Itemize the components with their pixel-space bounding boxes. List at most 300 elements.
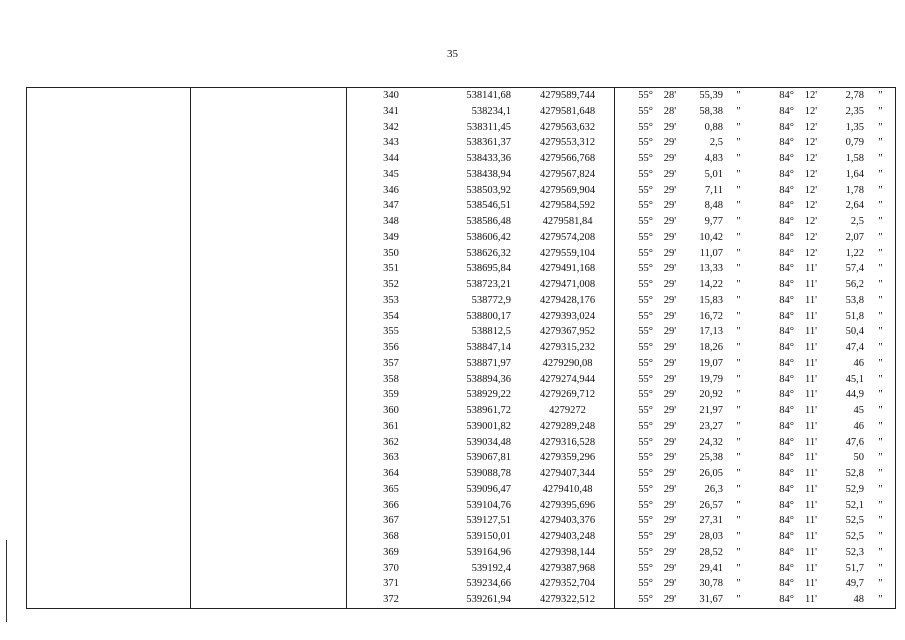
cell-lat-d: 55° bbox=[638, 263, 653, 275]
cell-lat-s: 19,79 bbox=[699, 373, 723, 385]
cell-lat-m: 29' bbox=[663, 263, 677, 275]
cell-lon-m: 11' bbox=[804, 389, 817, 401]
cell-num: 355 bbox=[347, 324, 436, 340]
cell-lat-m: 28' bbox=[657, 88, 683, 104]
cell-x: 538723,21 bbox=[466, 279, 511, 290]
cell-lat-d: 55° bbox=[638, 137, 653, 149]
cell-lon-q: " bbox=[866, 88, 896, 104]
cell-lon-m: 12' bbox=[804, 168, 818, 180]
cell-lon-d: 84° bbox=[779, 357, 794, 369]
cell-lat-s: 24,32 bbox=[699, 436, 723, 448]
cell-lon-s: 45 bbox=[853, 405, 864, 416]
cell-lat-s: 18,26 bbox=[699, 342, 723, 353]
cell-num: 343 bbox=[347, 135, 436, 151]
cell-lat-m: 29' bbox=[663, 184, 677, 196]
cell-num: 367 bbox=[347, 513, 436, 529]
cell-num: 360 bbox=[347, 403, 436, 419]
cell-num: 372 bbox=[347, 592, 436, 608]
cell-lon-m: 11' bbox=[804, 263, 817, 275]
cell-lat-s: 19,07 bbox=[699, 357, 723, 369]
cell-lat-s: 55,39 bbox=[683, 88, 725, 104]
cell-lat-s: 9,77 bbox=[704, 216, 723, 227]
cell-lon-q: " bbox=[866, 387, 896, 403]
cell-lon-q: " bbox=[866, 576, 896, 592]
cell-num: 365 bbox=[347, 482, 436, 498]
cell-lat-m: 29' bbox=[657, 592, 683, 608]
cell-num: 363 bbox=[347, 450, 436, 466]
cell-x: 538871,97 bbox=[466, 357, 511, 369]
cell-lon-s: 2,64 bbox=[845, 200, 864, 212]
cell-lon-s: 1,78 bbox=[845, 184, 864, 196]
cell-lon-d: 84° bbox=[779, 326, 794, 338]
cell-lon-m: 11' bbox=[804, 531, 817, 542]
cell-lon-q: " bbox=[866, 277, 896, 293]
margin-line bbox=[6, 540, 7, 622]
cell-lon-q: " bbox=[866, 513, 896, 529]
cell-lat-s: 25,38 bbox=[699, 452, 723, 464]
cell-lon-m: 11' bbox=[804, 294, 817, 306]
cell-lon-s: 2,35 bbox=[845, 105, 864, 117]
cell-lon-s: 52,5 bbox=[845, 515, 864, 527]
cell-lon-s: 48 bbox=[824, 592, 866, 608]
cell-lat-s: 17,13 bbox=[699, 326, 723, 338]
cell-lon-q: " bbox=[866, 324, 896, 340]
cell-lon-s: 51,8 bbox=[845, 310, 864, 322]
cell-y: 4279563,632 bbox=[521, 120, 615, 136]
cell-x: 539001,82 bbox=[466, 420, 511, 432]
cell-lon-d: 84° bbox=[779, 578, 794, 590]
cell-x: 539192,4 bbox=[471, 562, 511, 574]
cell-lon-s: 2,5 bbox=[850, 216, 864, 227]
cell-num: 353 bbox=[347, 293, 436, 309]
cell-y: 4279584,592 bbox=[521, 198, 615, 214]
cell-x: 538234,1 bbox=[471, 105, 511, 117]
cell-y: 4279581,84 bbox=[521, 214, 615, 230]
cell-lon-m: 11' bbox=[804, 420, 817, 432]
cell-lat-s: 21,97 bbox=[699, 405, 723, 416]
cell-lon-s: 0,79 bbox=[845, 137, 864, 149]
cell-lon-d: 84° bbox=[779, 263, 794, 275]
cell-x: 538847,14 bbox=[466, 342, 511, 353]
cell-lat-d: 55° bbox=[638, 420, 653, 432]
cell-x: 538438,94 bbox=[466, 168, 511, 180]
cell-lon-q: " bbox=[866, 246, 896, 262]
cell-lat-s: 7,11 bbox=[705, 184, 723, 196]
cell-lat-d: 55° bbox=[638, 483, 653, 495]
cell-num: 362 bbox=[347, 435, 436, 451]
cell-x: 539261,94 bbox=[435, 592, 521, 608]
cell-x: 538961,72 bbox=[466, 405, 511, 416]
cell-lon-m: 11' bbox=[804, 578, 817, 590]
cell-lon-s: 52,5 bbox=[845, 531, 864, 542]
cell-lon-d: 84° bbox=[779, 310, 794, 322]
cell-lat-q: " bbox=[736, 531, 741, 542]
cell-lon-d: 84° bbox=[779, 499, 794, 511]
cell-lat-d: 55° bbox=[638, 468, 653, 479]
cell-y: 4279398,144 bbox=[521, 545, 615, 561]
cell-lat-d: 55° bbox=[638, 531, 653, 542]
cell-lat-s: 23,27 bbox=[699, 420, 723, 432]
cell-x: 539104,76 bbox=[466, 499, 511, 511]
cell-lat-d: 55° bbox=[638, 200, 653, 212]
cell-lat-d: 55° bbox=[638, 105, 653, 117]
cell-lon-d: 84° bbox=[779, 515, 794, 527]
cell-lon-q: " bbox=[866, 466, 896, 482]
cell-lat-m: 29' bbox=[663, 200, 677, 212]
cell-lat-q: " bbox=[736, 389, 741, 401]
cell-lat-d: 55° bbox=[638, 357, 653, 369]
cell-y: 4279387,968 bbox=[521, 561, 615, 577]
cell-lat-s: 26,57 bbox=[699, 499, 723, 511]
cell-num: 340 bbox=[347, 88, 436, 104]
cell-lat-m: 29' bbox=[663, 531, 677, 542]
cell-lat-q: " bbox=[736, 405, 741, 416]
coordinates-table bbox=[26, 87, 896, 609]
cell-lat-s: 4,83 bbox=[704, 153, 723, 164]
cell-lat-m: 29' bbox=[663, 578, 677, 590]
cell-lon-q: " bbox=[866, 309, 896, 325]
cell-lat-q: " bbox=[736, 231, 741, 243]
cell-lon-m: 11' bbox=[804, 326, 817, 338]
cell-lat-d: 55° bbox=[638, 216, 653, 227]
cell-lat-d: 55° bbox=[638, 562, 653, 574]
cell-lat-d: 55° bbox=[638, 436, 653, 448]
cell-y: 4279567,824 bbox=[521, 167, 615, 183]
cell-y: 4279553,312 bbox=[521, 135, 615, 151]
cell-lon-s: 45,1 bbox=[845, 373, 864, 385]
cell-lon-d: 84° bbox=[779, 105, 794, 117]
cell-lon-s: 49,7 bbox=[845, 578, 864, 590]
cell-num: 350 bbox=[347, 246, 436, 262]
cell-lon-m: 12' bbox=[804, 231, 818, 243]
cell-lat-q: " bbox=[736, 137, 741, 149]
cell-lat-q: " bbox=[736, 294, 741, 306]
cell-lon-m: 12' bbox=[804, 216, 818, 227]
cell-x: 538546,51 bbox=[466, 200, 511, 212]
cell-lon-m: 11' bbox=[798, 592, 824, 608]
cell-x: 538812,5 bbox=[471, 326, 511, 338]
cell-lon-s: 47,6 bbox=[845, 436, 864, 448]
cell-x: 539034,48 bbox=[466, 436, 511, 448]
cell-lat-q: " bbox=[736, 279, 741, 290]
cell-lon-q: " bbox=[866, 403, 896, 419]
cell-lat-m: 29' bbox=[663, 389, 677, 401]
cell-num: 349 bbox=[347, 230, 436, 246]
cell-lon-s: 1,22 bbox=[845, 247, 864, 259]
cell-lon-s: 50 bbox=[853, 452, 864, 464]
cell-lon-d: 84° bbox=[779, 121, 794, 133]
cell-lon-s: 2,78 bbox=[824, 88, 866, 104]
cell-lat-m: 29' bbox=[663, 247, 677, 259]
cell-x: 539234,66 bbox=[466, 578, 511, 590]
cell-lon-d: 84° bbox=[779, 184, 794, 196]
cell-lat-m: 29' bbox=[663, 168, 677, 180]
cell-lon-s: 52,3 bbox=[845, 546, 864, 558]
cell-lon-d: 84° bbox=[779, 420, 794, 432]
cell-x: 539127,51 bbox=[466, 515, 511, 527]
cell-lat-m: 29' bbox=[663, 436, 677, 448]
cell-lat-d: 55° bbox=[638, 279, 653, 290]
cell-lon-q: " bbox=[866, 482, 896, 498]
cell-x: 538361,37 bbox=[466, 137, 511, 149]
cell-lat-q: " bbox=[736, 499, 741, 511]
cell-num: 357 bbox=[347, 356, 436, 372]
cell-x: 538800,17 bbox=[466, 310, 511, 322]
cell-lat-m: 29' bbox=[663, 121, 677, 133]
cell-lat-d: 55° bbox=[615, 592, 658, 608]
cell-lon-q: " bbox=[866, 419, 896, 435]
cell-lat-q: " bbox=[736, 562, 741, 574]
cell-lat-m: 29' bbox=[663, 468, 677, 479]
cell-lon-q: " bbox=[866, 450, 896, 466]
cell-y: 4279315,232 bbox=[521, 340, 615, 356]
cell-lon-q: " bbox=[866, 151, 896, 167]
cell-lon-d: 84° bbox=[779, 546, 794, 558]
cell-lon-m: 11' bbox=[804, 436, 817, 448]
cell-num: 348 bbox=[347, 214, 436, 230]
cell-lat-q: " bbox=[736, 468, 741, 479]
cell-lat-q: " bbox=[736, 373, 741, 385]
cell-lat-d: 55° bbox=[638, 326, 653, 338]
cell-lat-d: 55° bbox=[638, 153, 653, 164]
cell-lat-s: 2,5 bbox=[709, 137, 723, 149]
cell-lon-m: 12' bbox=[798, 88, 824, 104]
cell-lat-m: 29' bbox=[663, 357, 677, 369]
cell-lat-q: " bbox=[736, 326, 741, 338]
cell-lon-d: 84° bbox=[752, 592, 798, 608]
cell-lat-m: 29' bbox=[663, 342, 677, 353]
cell-y: 4279407,344 bbox=[521, 466, 615, 482]
cell-lat-s: 58,38 bbox=[699, 105, 723, 117]
cell-y: 4279316,528 bbox=[521, 435, 615, 451]
cell-lon-m: 12' bbox=[804, 184, 818, 196]
cell-lat-q: " bbox=[736, 515, 741, 527]
cell-y: 4279574,208 bbox=[521, 230, 615, 246]
cell-y: 4279569,904 bbox=[521, 183, 615, 199]
cell-lon-m: 11' bbox=[804, 279, 817, 290]
cell-num: 371 bbox=[347, 576, 436, 592]
cell-lat-q: " bbox=[736, 184, 741, 196]
cell-y: 4279395,696 bbox=[521, 498, 615, 514]
cell-x: 538929,22 bbox=[466, 389, 511, 401]
cell-lon-s: 52,9 bbox=[845, 483, 864, 495]
cell-lon-d: 84° bbox=[779, 531, 794, 542]
cell-lat-s: 31,67 bbox=[683, 592, 725, 608]
cell-lat-s: 15,83 bbox=[699, 294, 723, 306]
cell-x: 538433,36 bbox=[466, 153, 511, 164]
cell-lon-q: " bbox=[866, 340, 896, 356]
cell-lon-q: " bbox=[866, 293, 896, 309]
cell-x: 539096,47 bbox=[466, 483, 511, 495]
cell-num: 346 bbox=[347, 183, 436, 199]
cell-lon-d: 84° bbox=[779, 168, 794, 180]
cell-lon-s: 52,1 bbox=[845, 499, 864, 511]
cell-lat-d: 55° bbox=[638, 499, 653, 511]
cell-lon-s: 47,4 bbox=[845, 342, 864, 353]
cell-lat-d: 55° bbox=[638, 405, 653, 416]
cell-x: 539067,81 bbox=[466, 452, 511, 464]
cell-lon-m: 11' bbox=[804, 405, 817, 416]
cell-lat-s: 20,92 bbox=[699, 389, 723, 401]
cell-num: 344 bbox=[347, 151, 436, 167]
cell-lon-s: 56,2 bbox=[845, 279, 864, 290]
cell-lat-m: 29' bbox=[663, 405, 677, 416]
cell-lat-q: " bbox=[736, 578, 741, 590]
cell-y: 4279410,48 bbox=[521, 482, 615, 498]
cell-lat-d: 55° bbox=[638, 342, 653, 353]
cell-lon-m: 12' bbox=[804, 247, 818, 259]
coordinates-table-body bbox=[27, 88, 896, 609]
cell-lat-q: " bbox=[736, 357, 741, 369]
cell-y: 4279322,512 bbox=[521, 592, 615, 608]
cell-lat-s: 0,88 bbox=[704, 121, 723, 133]
cell-y: 4279589,744 bbox=[521, 88, 615, 104]
cell-lon-s: 52,8 bbox=[845, 468, 864, 479]
cell-lon-d: 84° bbox=[779, 373, 794, 385]
cell-x: 538606,42 bbox=[466, 231, 511, 243]
cell-lon-q: " bbox=[866, 261, 896, 277]
cell-lat-q: " bbox=[725, 592, 752, 608]
cell-lat-d: 55° bbox=[638, 184, 653, 196]
cell-y: 4279352,704 bbox=[521, 576, 615, 592]
cell-num: 364 bbox=[347, 466, 436, 482]
cell-lat-s: 16,72 bbox=[699, 310, 723, 322]
cell-lon-d: 84° bbox=[779, 452, 794, 464]
cell-lon-m: 12' bbox=[804, 200, 818, 212]
cell-lat-s: 5,01 bbox=[704, 168, 723, 180]
cell-lat-m: 28' bbox=[663, 105, 677, 117]
cell-lat-d: 55° bbox=[615, 88, 658, 104]
cell-lat-m: 29' bbox=[663, 420, 677, 432]
cell-x: 538141,68 bbox=[435, 88, 521, 104]
cell-lat-m: 29' bbox=[663, 137, 677, 149]
cell-lon-q: " bbox=[866, 435, 896, 451]
cell-lat-q: " bbox=[736, 546, 741, 558]
cell-lat-m: 29' bbox=[663, 562, 677, 574]
cell-lat-q: " bbox=[736, 452, 741, 464]
cell-lon-s: 44,9 bbox=[845, 389, 864, 401]
cell-num: 370 bbox=[347, 561, 436, 577]
cell-lat-d: 55° bbox=[638, 310, 653, 322]
cell-lon-q: " bbox=[866, 120, 896, 136]
cell-lon-q: " bbox=[866, 214, 896, 230]
cell-lat-d: 55° bbox=[638, 168, 653, 180]
cell-num: 366 bbox=[347, 498, 436, 514]
cell-lon-q: " bbox=[866, 592, 896, 608]
cell-lon-q: " bbox=[866, 372, 896, 388]
cell-lon-d: 84° bbox=[779, 294, 794, 306]
cell-lat-q: " bbox=[736, 310, 741, 322]
cell-lon-d: 84° bbox=[752, 88, 798, 104]
cell-lat-m: 29' bbox=[663, 483, 677, 495]
cell-num: 341 bbox=[347, 104, 436, 120]
cell-x: 539150,01 bbox=[466, 531, 511, 542]
cell-lat-d: 55° bbox=[638, 389, 653, 401]
cell-num: 369 bbox=[347, 545, 436, 561]
cell-lon-q: " bbox=[866, 230, 896, 246]
cell-lat-q: " bbox=[736, 153, 741, 164]
cell-lon-q: " bbox=[866, 529, 896, 545]
cell-lat-s: 26,3 bbox=[704, 483, 723, 495]
cell-num: 361 bbox=[347, 419, 436, 435]
cell-lon-d: 84° bbox=[779, 562, 794, 574]
cell-lon-m: 12' bbox=[804, 137, 818, 149]
cell-lon-q: " bbox=[866, 545, 896, 561]
cell-lon-d: 84° bbox=[779, 279, 794, 290]
cell-lat-d: 55° bbox=[638, 121, 653, 133]
cell-lat-m: 29' bbox=[663, 216, 677, 227]
cell-lon-q: " bbox=[866, 498, 896, 514]
coordinates-table-container bbox=[26, 87, 889, 607]
cell-x: 538772,9 bbox=[471, 294, 511, 306]
cell-x: 539164,96 bbox=[466, 546, 511, 558]
cell-y: 4279290,08 bbox=[521, 356, 615, 372]
cell-lon-s: 51,7 bbox=[845, 562, 864, 574]
cell-lat-s: 11,07 bbox=[699, 247, 723, 259]
cell-lat-d: 55° bbox=[638, 578, 653, 590]
cell-y: 4279581,648 bbox=[521, 104, 615, 120]
cell-lat-m: 29' bbox=[663, 546, 677, 558]
cell-y: 4279274,944 bbox=[521, 372, 615, 388]
cell-y: 4279289,248 bbox=[521, 419, 615, 435]
cell-lat-q: " bbox=[736, 121, 741, 133]
cell-lon-s: 2,07 bbox=[845, 231, 864, 243]
cell-x: 538626,32 bbox=[466, 247, 511, 259]
cell-lon-d: 84° bbox=[779, 468, 794, 479]
cell-lat-m: 29' bbox=[663, 279, 677, 290]
cell-y: 4279559,104 bbox=[521, 246, 615, 262]
cell-lat-m: 29' bbox=[663, 499, 677, 511]
cell-lon-m: 12' bbox=[804, 121, 818, 133]
cell-lon-s: 50,4 bbox=[845, 326, 864, 338]
cell-num: 358 bbox=[347, 372, 436, 388]
cell-lon-s: 1,64 bbox=[845, 168, 864, 180]
cell-lon-d: 84° bbox=[779, 342, 794, 353]
cell-lat-m: 29' bbox=[663, 452, 677, 464]
cell-x: 539088,78 bbox=[466, 468, 511, 479]
cell-lon-d: 84° bbox=[779, 389, 794, 401]
cell-lat-q: " bbox=[736, 342, 741, 353]
cell-lon-d: 84° bbox=[779, 216, 794, 227]
cell-lon-d: 84° bbox=[779, 231, 794, 243]
cell-lat-s: 8,48 bbox=[704, 200, 723, 212]
cell-lat-d: 55° bbox=[638, 247, 653, 259]
cell-lat-d: 55° bbox=[638, 294, 653, 306]
cell-lon-m: 11' bbox=[804, 562, 817, 574]
cell-y: 4279359,296 bbox=[521, 450, 615, 466]
cell-y: 4279403,248 bbox=[521, 529, 615, 545]
cell-lat-m: 29' bbox=[663, 294, 677, 306]
cell-lon-m: 11' bbox=[804, 310, 817, 322]
cell-num: 352 bbox=[347, 277, 436, 293]
cell-lon-s: 46 bbox=[853, 357, 864, 369]
cell-num: 342 bbox=[347, 120, 436, 136]
cell-lat-m: 29' bbox=[663, 153, 677, 164]
empty-cell bbox=[191, 88, 347, 609]
cell-lat-m: 29' bbox=[663, 515, 677, 527]
cell-lat-s: 14,22 bbox=[699, 279, 723, 290]
cell-lon-q: " bbox=[866, 183, 896, 199]
cell-lon-q: " bbox=[866, 104, 896, 120]
cell-lat-m: 29' bbox=[663, 231, 677, 243]
cell-lon-d: 84° bbox=[779, 483, 794, 495]
cell-lon-s: 1,58 bbox=[845, 153, 864, 164]
cell-lat-q: " bbox=[736, 105, 741, 117]
cell-lat-q: " bbox=[736, 247, 741, 259]
cell-lon-m: 11' bbox=[804, 499, 817, 511]
cell-lat-q: " bbox=[736, 168, 741, 180]
cell-lat-s: 13,33 bbox=[699, 263, 723, 275]
